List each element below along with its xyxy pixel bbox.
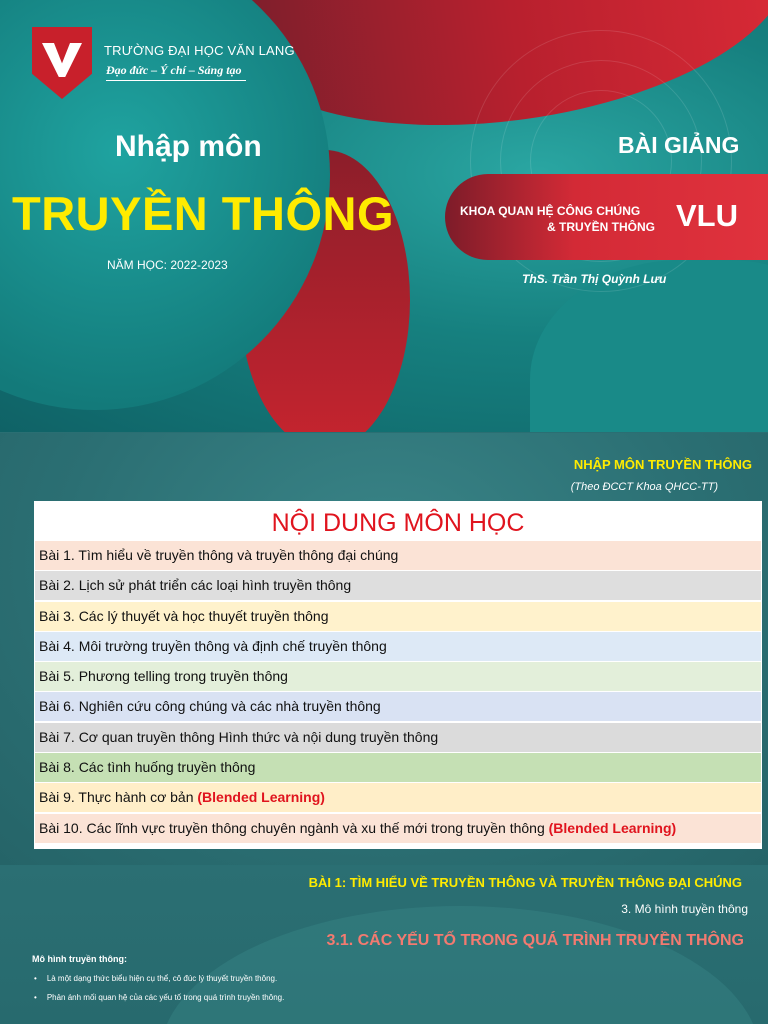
bullet-item: • Phản ánh mối quan hệ của các yếu tố trong quá trình truyền thông. — [34, 993, 284, 1002]
course-title: TRUYỀN THÔNG — [12, 187, 394, 240]
course-prefix: Nhập môn — [115, 130, 262, 163]
lesson-text: Bài 8. Các tình huống truyền thông — [39, 759, 256, 776]
title-slide — [0, 0, 768, 432]
bullet-item: • Là một dạng thức biểu hiện cụ thể, cô đúc lý thuyết truyền thông. — [34, 974, 277, 983]
lesson-text: Bài 6. Nghiên cứu công chúng và các nhà truyền thông — [39, 698, 381, 715]
lesson-title: BÀI 1: TÌM HIỂU VỀ TRUYỀN THÔNG VÀ TRUYỀN THÔNG ĐẠI CHÚNG — [308, 875, 742, 890]
lesson-text: Bài 1. Tìm hiểu về truyền thông và truyền thông đại chúng — [39, 547, 399, 563]
lesson-row — [35, 783, 761, 812]
lesson-text: Bài 10. Các lĩnh vực truyền thông chuyên ngành và xu thế mới trong truyền thông — [39, 819, 549, 836]
lesson-text: Bài 2. Lịch sử phát triển các loại hình truyền thông — [39, 577, 352, 594]
school-name: TRƯỜNG ĐẠI HỌC VĂN LANG — [104, 43, 295, 58]
lesson-slide — [0, 866, 768, 1024]
lesson-text: Bài 3. Các lý thuyết và học thuyết truyền thông — [39, 607, 329, 624]
lesson-row — [35, 692, 761, 721]
lesson-row — [35, 632, 761, 661]
faculty-abbreviation: VLU — [676, 198, 738, 233]
course-content-slide — [0, 433, 768, 865]
lesson-row — [35, 723, 761, 752]
lesson-text: Bài 5. Phương telling trong truyền thông — [39, 668, 288, 685]
faculty-name-line1: KHOA QUAN HỆ CÔNG CHÚNG — [460, 204, 641, 218]
lesson-row — [35, 541, 761, 570]
lesson-text: Bài 4. Môi trường truyền thông và định chế truyền thông — [39, 637, 387, 654]
model-label: Mô hình truyền thông: — [32, 954, 127, 964]
lesson-row — [35, 753, 761, 782]
academic-year: NĂM HỌC: 2022-2023 — [107, 258, 228, 272]
faculty-name-line2: & TRUYỀN THÔNG — [547, 220, 655, 234]
slide-subtitle: (Theo ĐCCT Khoa QHCC-TT) — [570, 481, 718, 493]
lesson-row — [35, 571, 761, 600]
lesson-row — [35, 602, 761, 631]
lesson-highlight: (Blended Learning) — [197, 789, 325, 806]
school-motto: Đạo đức – Ý chí – Sáng tạo — [106, 63, 246, 81]
section-title: 3. Mô hình truyền thông — [621, 902, 748, 916]
lesson-list — [35, 541, 761, 843]
course-content-table — [34, 501, 762, 849]
lecturer-name: ThS. Trần Thị Quỳnh Lưu — [522, 272, 667, 286]
content-heading: NỘI DUNG MÔN HỌC — [271, 509, 525, 537]
slide-title: NHẬP MÔN TRUYỀN THÔNG — [573, 457, 752, 472]
lesson-row — [35, 814, 761, 843]
decorative-teal-shape — [160, 906, 760, 1024]
lesson-text: Bài 9. Thực hành cơ bản — [39, 789, 198, 806]
lesson-highlight: (Blended Learning) — [548, 819, 677, 836]
lesson-row — [35, 662, 761, 691]
subsection-title: 3.1. CÁC YẾU TỐ TRONG QUÁ TRÌNH TRUYỀN THÔNG — [326, 932, 744, 949]
lesson-text: Bài 7. Cơ quan truyền thông Hình thức và nội dung truyền thông — [39, 728, 439, 745]
lecture-label: BÀI GIẢNG — [618, 132, 740, 158]
